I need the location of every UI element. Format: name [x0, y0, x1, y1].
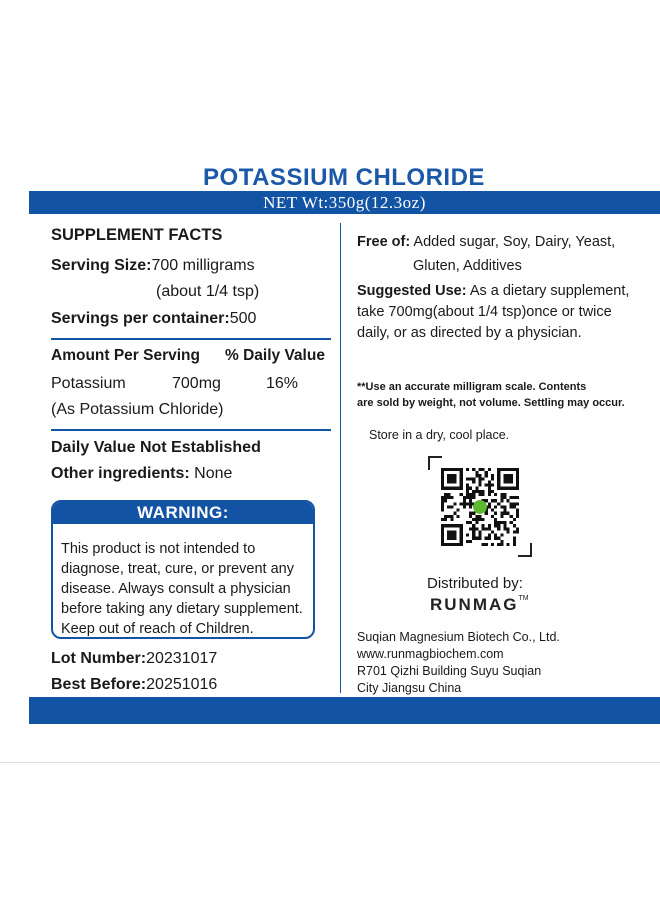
lot-number-label: Lot Number: [51, 650, 147, 667]
other-ingredients-value: None [194, 465, 233, 482]
product-title: POTASSIUM CHLORIDE [203, 164, 485, 191]
free-of-label: Free of: [357, 234, 411, 250]
serving-size-label: Serving Size: [51, 257, 152, 274]
warning-heading: WARNING: [53, 502, 313, 524]
suggested-use-label: Suggested Use: [357, 283, 467, 299]
amount-per-serving-header: Amount Per Serving [51, 347, 200, 364]
suggested-use-row [357, 283, 629, 299]
suggested-use-line3: daily, or as directed by a physician. [357, 325, 582, 341]
serving-size-note: (about 1/4 tsp) [156, 283, 260, 300]
scale-note-line1: **Use an accurate milligram scale. Contents [357, 381, 587, 393]
brand-logo [430, 595, 529, 615]
nutrient-name: Potassium [51, 375, 126, 392]
other-ingredients-label: Other ingredients: [51, 465, 190, 482]
nutrient-amount: 700mg [172, 375, 221, 392]
scale-note-line2: are sold by weight, not volume. Settling may occur. [357, 397, 625, 409]
dv-not-established: Daily Value Not Established [51, 439, 261, 456]
company-name: Suqian Magnesium Biotech Co., Ltd. [357, 630, 560, 644]
servings-label: Servings per container: [51, 310, 230, 327]
other-ingredients-row [51, 465, 232, 483]
column-divider [340, 223, 341, 693]
net-weight-banner: NET Wt:350g(12.3oz) [29, 191, 660, 214]
serving-size-row [51, 257, 255, 275]
free-of-line1: Added sugar, Soy, Dairy, Yeast, [413, 234, 616, 250]
trademark-mark: TM [518, 595, 529, 602]
qr-bracket-top-left [428, 456, 442, 470]
nutrient-source: (As Potassium Chloride) [51, 401, 224, 418]
servings-value: 500 [229, 310, 257, 327]
servings-row [51, 310, 256, 328]
page-bottom-rule [0, 762, 660, 763]
serving-size-value: 700 milligrams [151, 257, 255, 274]
lot-number-value: 20231017 [146, 650, 218, 667]
address-line2: City Jiangsu China [357, 681, 462, 695]
divider-2 [51, 429, 331, 431]
qr-bracket-bottom-right [518, 543, 532, 557]
free-of-line2: Gluten, Additives [413, 258, 522, 274]
storage-instructions: Store in a dry, cool place. [369, 428, 510, 442]
address-line1: R701 Qizhi Building Suyu Suqian [357, 664, 542, 678]
best-before-row [51, 676, 217, 694]
daily-value-header: % Daily Value [225, 347, 325, 364]
lot-number-row [51, 650, 217, 668]
bottom-banner [29, 697, 660, 724]
best-before-label: Best Before: [51, 676, 147, 693]
company-website[interactable]: www.runmagbiochem.com [357, 647, 504, 661]
qr-code-icon[interactable] [441, 468, 519, 546]
brand-name: RUNMAG [430, 595, 519, 614]
supplement-facts-heading: SUPPLEMENT FACTS [51, 226, 223, 244]
distributed-by-label: Distributed by: [427, 575, 523, 592]
best-before-value: 20251016 [146, 676, 218, 693]
warning-box [51, 500, 315, 639]
suggested-use-line1: As a dietary supplement, [469, 283, 630, 299]
divider-1 [51, 338, 331, 340]
warning-text: This product is not intended to diagnose, treat, cure, or prevent any disease. Always consult a physician before taking any dietary supplement. Keep out of reach of Children. [61, 541, 303, 637]
nutrient-daily-value: 16% [266, 375, 299, 392]
free-of-row [357, 234, 615, 250]
suggested-use-line2: take 700mg(about 1/4 tsp)once or twice [357, 304, 612, 320]
